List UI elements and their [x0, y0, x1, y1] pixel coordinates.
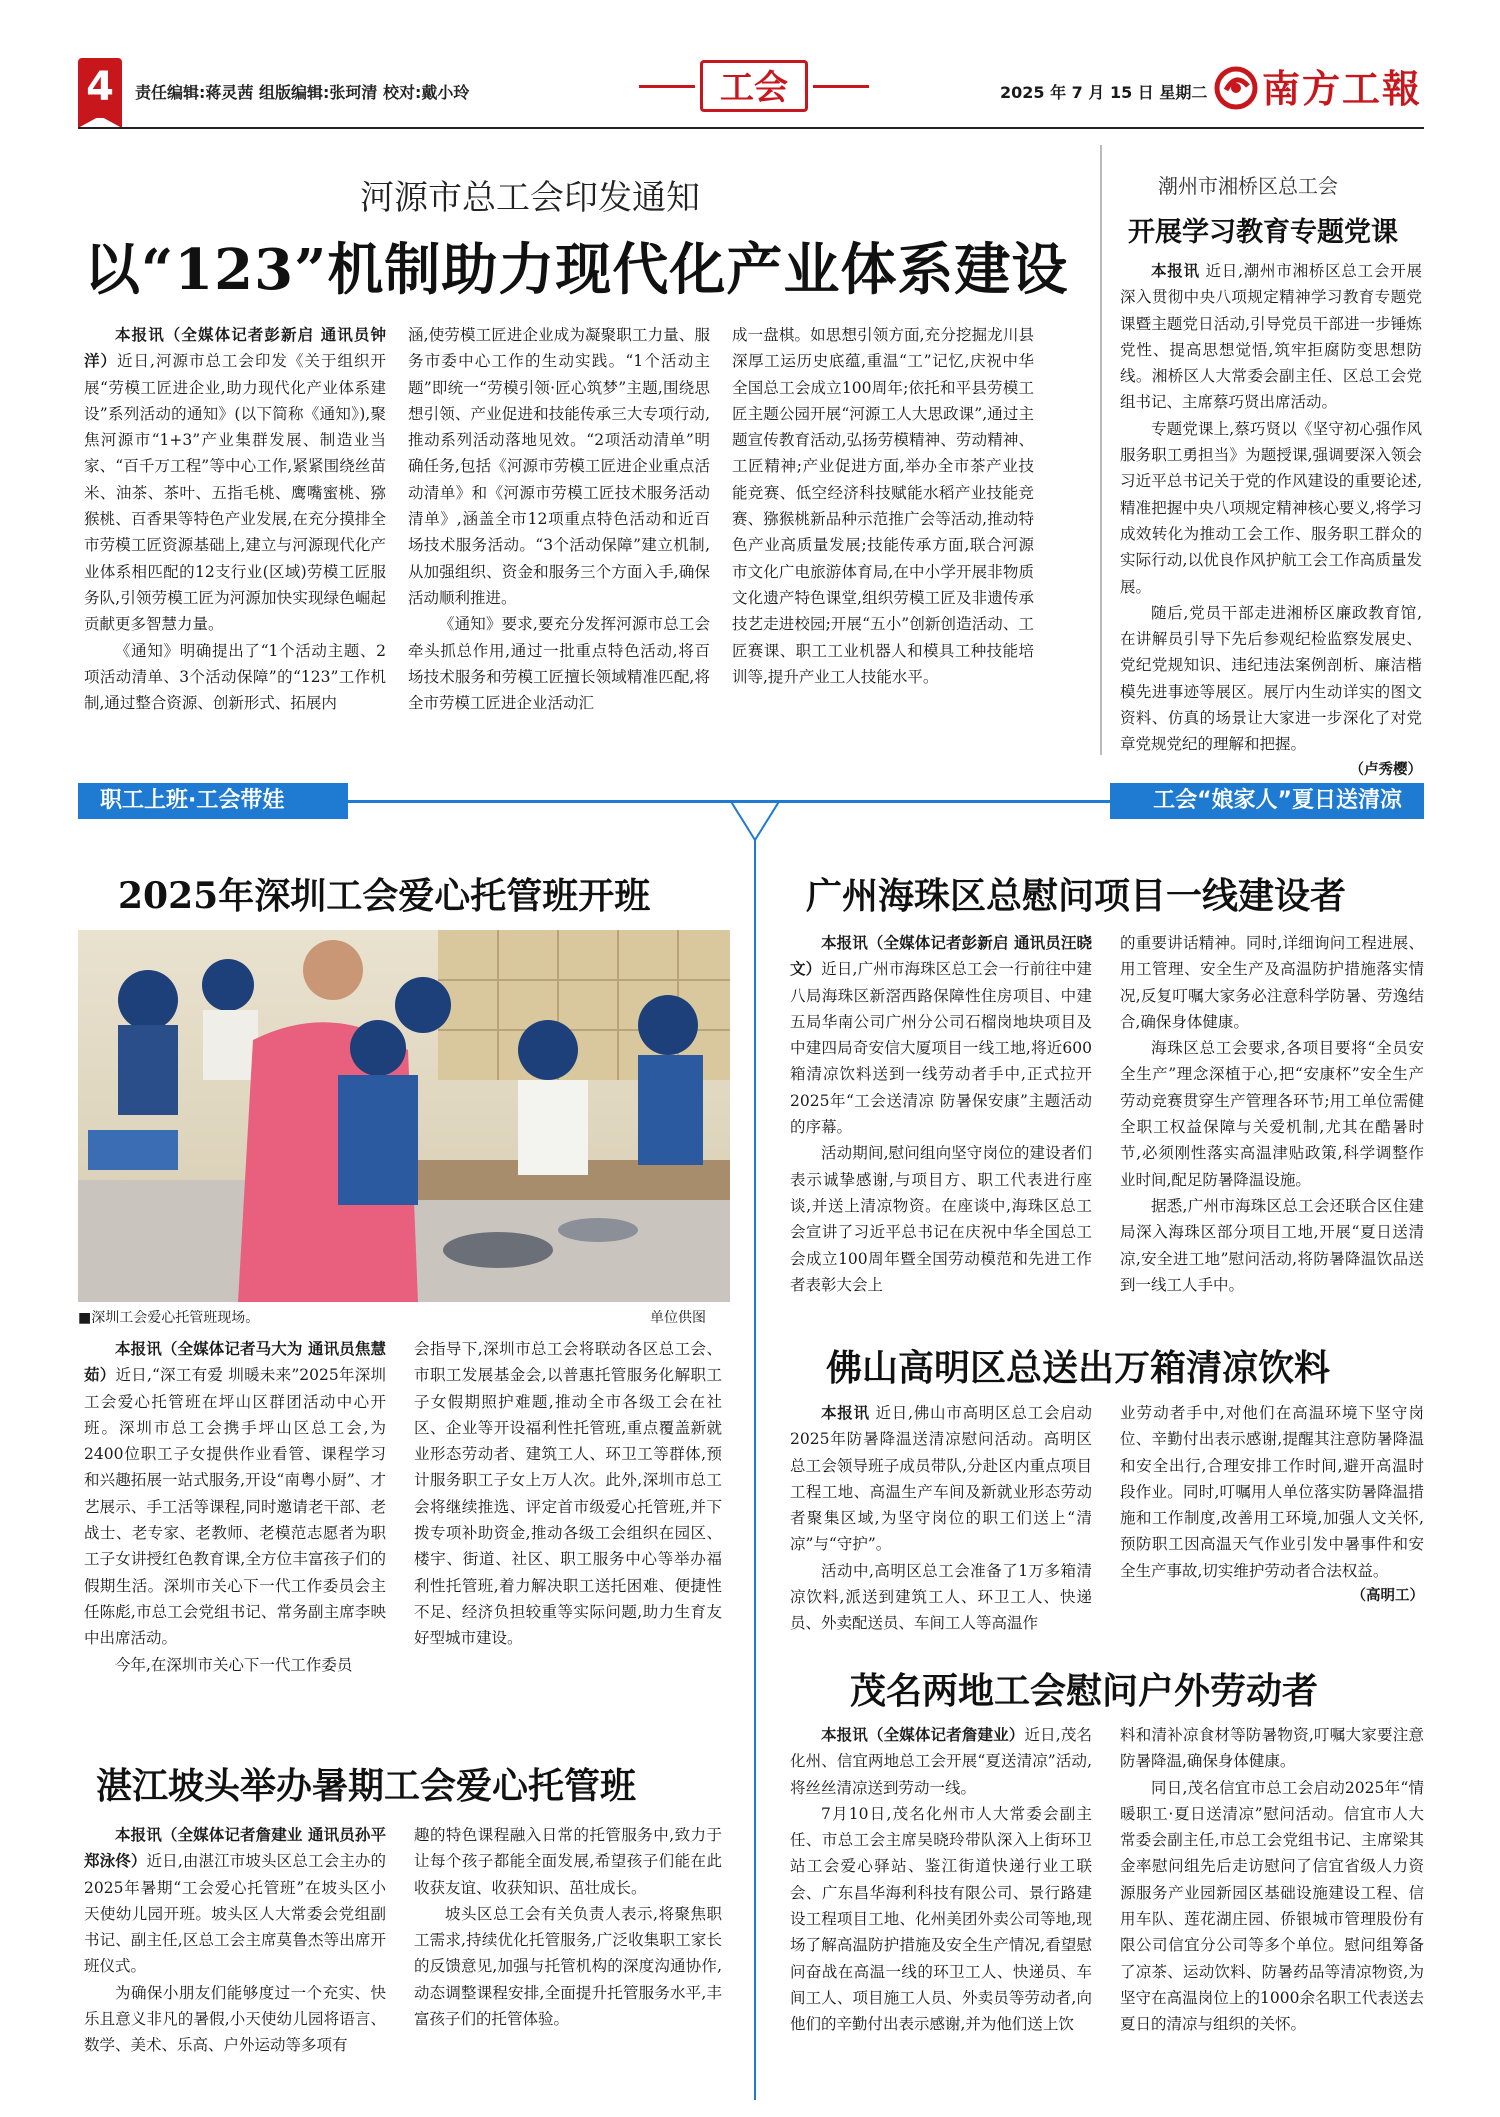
maoming-headline: 茂名两地工会慰问户外劳动者 — [850, 1670, 1319, 1712]
foshan-col1-para2: 活动中,高明区总工会准备了1万多箱清凉饮料,派送到建筑工人、环卫工人、快递员、外卖配送员、车间工人等高温作 — [790, 1561, 1092, 1633]
side-para3: 随后,党员干部走进湘桥区廉政教育馆,在讲解员引导下先后参观纪检监察发展史、党纪党规知识、违纪违法案例剖析、廉洁楷模先进事迹等展区。展厅内生动详实的图文资料、仿真的场景让大家进一步深化了对党章党规党纪的理解和把握。 — [1120, 603, 1422, 754]
side-headline: 开展学习教育专题党课 — [1128, 217, 1398, 248]
guangzhou-headline: 广州海珠区总慰问项目一线建设者 — [806, 875, 1347, 917]
zhanjiang-col-2 — [414, 1822, 722, 2032]
ribbon-right: 工会“娘家人”夏日送清凉 — [1110, 783, 1424, 819]
lead-col1-text: 近日,河源市总工会印发《关于组织开展“劳模工匠进企业,助力现代化产业体系建设”系列活动的通知》(以下简称《通知》),聚焦河源市“1+3”产业集群发展、制造业当家、“百千万工程”等中心工作,紧紧围绕丝苗米、油茶、茶叶、五指毛桃、鹰嘴蜜桃、猕猴桃、百香果等特色产业发展,在充分摸排全市劳模工匠资源基础上,建立与河源现代化产业体系相匹配的12支行业(区域)劳模工匠服务队,引领劳模工匠为河源加快实现绿色崛起贡献更多智慧力量。 — [84, 352, 386, 634]
maoming-col2-text: 料和清补凉食材等防暑物资,叮嘱大家要注意防暑降温,确保身体健康。 — [1120, 1726, 1424, 1771]
editors-line: 责任编辑:蒋灵茜 组版编辑:张珂清 校对:戴小玲 — [135, 83, 470, 102]
lead-col-1 — [84, 322, 386, 716]
newspaper-name: 南方工報 — [1262, 66, 1423, 111]
guangzhou-col-1 — [790, 930, 1092, 1298]
shenzhen-col-1 — [84, 1336, 386, 1678]
maoming-col2-para2: 同日,茂名信宜市总工会启动2025年“情暖职工·夏日送清凉”慰问活动。信宜市人大常委会副主任,市总工会党组书记、主席梁其金率慰问组先后走访慰问了信宜省级人力资源服务产业园新园区基础设施建设工程、信用车队、莲花湖庄园、侨银城市管理股份有限公司信宜分公司等多个单位。慰问组筹备了凉茶、运动饮料、防暑药品等清凉物资,为坚守在高温岗位上的1000余名职工代表送去夏日的清凉与组织的关怀。 — [1120, 1778, 1424, 2034]
side-kicker: 潮州市湘桥区总工会 — [1158, 174, 1338, 198]
lead-byline: 本报讯（全媒体记者彭新启 通讯员钟洋） — [84, 326, 386, 371]
lead-kicker: 河源市总工会印发通知 — [360, 178, 700, 218]
maoming-col1-para2: 7月10日,茂名化州市人大常委会副主任、市总工会主席吴晓玲带队深入上街环卫站工会爱心驿站、鉴江街道快递行业工联会、广东昌华海利科技有限公司、景行路建设工程项目工地、化州美团外卖公司等地,现场了解高温防护措施及安全生产情况,看望慰问奋战在高温一线的环卫工人、快递员、车间工人、项目施工人员、外卖员等劳动者,向他们的辛勤付出表示感谢,并为他们送上饮 — [790, 1804, 1092, 2034]
ribbon-left: 职工上班·工会带娃 — [78, 783, 348, 819]
issue-date: 2025 年 7 月 15 日 星期二 — [1000, 83, 1208, 102]
guangzhou-col2-para2: 海珠区总工会要求,各项目要将“全员安全生产”理念深植于心,把“安康杯”安全生产劳动竞赛贯穿生产管理各环节;用工单位需健全职工权益保障与关爱机制,尤其在酷暑时节,必须刚性落实高温津贴政策,科学调整作业时间,配足防暑降温设施。 — [1120, 1039, 1424, 1189]
side-para2: 专题党课上,蔡巧贤以《坚守初心强作风 服务职工勇担当》为题授课,强调要深入领会习近平总书记关于党的作风建设的重要论述,精准把握中央八项规定精神核心要义,将学习成效转化为推动工会工作、服务职工群众的实际行动,以优良作风护航工会工作高质量发展。 — [1120, 419, 1422, 596]
maoming-col-2 — [1120, 1722, 1424, 2038]
center-divider — [754, 870, 756, 2100]
lead-headline: 以“123”机制助力现代化产业体系建设 — [84, 237, 1069, 303]
foshan-col-2 — [1120, 1400, 1424, 1605]
guangzhou-byline: 本报讯（全媒体记者彭新启 通讯员汪晓文） — [790, 934, 1092, 979]
guangzhou-col2-text: 的重要讲话精神。同时,详细询问工程进展、用工管理、安全生产及高温防护措施落实情况,反复叮嘱大家务必注意科学防暑、劳逸结合,确保身体健康。 — [1120, 934, 1424, 1031]
guangzhou-col2-para3: 据悉,广州市海珠区总工会还联合区住建局深入海珠区部分项目工地,开展“夏日送清凉,安全进工地”慰问活动,将防暑降温饮品送到一线工人手中。 — [1120, 1196, 1424, 1294]
maoming-col1-text: 近日,茂名化州、信宜两地总工会开展“夏送清凉”活动,将丝丝清凉送到劳动一线。 — [790, 1726, 1092, 1797]
foshan-col1-text: 近日,佛山市高明区总工会启动2025年防暑降温送清凉慰问活动。高明区总工会领导班子成员带队,分赴区内重点项目工程工地、高温生产车间及新就业形态劳动者聚集区域,为坚守岗位的职工们送上“清凉”与“守护”。 — [790, 1404, 1092, 1554]
foshan-col2-text: 业劳动者手中,对他们在高温环境下坚守岗位、辛勤付出表示感谢,提醒其注意防暑降温和安全出行,合理安排工作时间,避开高温时段作业。同时,叮嘱用人单位落实防暑降温措施和工作制度,改善用工环境,加强人文关怀,预防职工因高温天气作业引发中暑事件和安全生产事故,切实维护劳动者合法权益。 — [1120, 1404, 1424, 1580]
shenzhen-headline: 2025年深圳工会爱心托管班开班 — [118, 875, 651, 917]
side-text: 近日,潮州市湘桥区总工会开展深入贯彻中央八项规定精神学习教育专题党课暨主题党日活动,引导党员干部进一步锤炼党性、提高思想觉悟,筑牢拒腐防变思想防线。湘桥区人大常委会副主任、区总工会党组书记、主席蔡巧贤出席活动。 — [1120, 262, 1422, 412]
lead-col3-text: 成一盘棋。如思想引领方面,充分挖掘龙川县深厚工运历史底蕴,重温“工”记忆,庆祝中华全国总工会成立100周年;依托和平县劳模工匠主题公园开展“河源工人大思政课”,通过主题宣传教育活动,弘扬劳模精神、劳动精神、工匠精神;产业促进方面,举办全市茶产业技能竞赛、低空经济科技赋能水稻产业技能竞赛、猕猴桃新品种示范推广会等活动,推动特色产业高质量发展;技能传承方面,联合河源市文化广电旅游体育局,在中小学开展非物质文化遗产特色课堂,组织劳模工匠及非遗传承技艺走进校园;开展“五小”创新创造活动、工匠赛课、职工工业机器人和模具工种技能培训等,提升产业工人技能水平。 — [732, 326, 1034, 686]
foshan-col-1 — [790, 1400, 1092, 1637]
page-number: 4 — [78, 58, 122, 118]
shenzhen-col1-para2: 今年,在深圳市关心下一代工作委员 — [115, 1655, 353, 1674]
side-byline: 本报讯 — [1151, 262, 1200, 280]
zhanjiang-byline: 本报讯（全媒体记者詹建业 通讯员孙平 郑泳佟） — [84, 1826, 386, 1871]
shenzhen-photo — [78, 930, 730, 1302]
lead-col1-para2: 《通知》明确提出了“1个活动主题、2项活动清单、3个活动保障”的“123”工作机制,通过整合资源、创新形式、拓展内 — [84, 641, 386, 713]
zhanjiang-col2-text: 趣的特色课程融入日常的托管服务中,致力于让每个孩子都能全面发展,希望孩子们能在此收获友谊、收获知识、茁壮成长。 — [414, 1826, 722, 1897]
guangzhou-col1-para2: 活动期间,慰问组向坚守岗位的建设者们表示诚挚感谢,与项目方、职工代表进行座谈,并送上清凉物资。在座谈中,海珠区总工会宣讲了习近平总书记在庆祝中华全国总工会成立100周年暨全国劳动模范和先进工作者表彰大会上 — [790, 1144, 1092, 1294]
zhanjiang-col-1 — [84, 1822, 386, 2059]
masthead-rule — [78, 127, 1424, 129]
lead-col2-text: 涵,使劳模工匠进企业成为凝聚职工力量、服务市委中心工作的生动实践。“1个活动主题”即统一“劳模引领·匠心筑梦”主题,围绕思想引领、产业促进和技能传承三大专项行动,推动系列活动落地见效。“2项活动清单”明确任务,包括《河源市劳模工匠进企业重点活动清单》和《河源市劳模工匠技术服务活动清单》,涵盖全市12项重点特色活动和近百场技术服务活动。“3个活动保障”建立机制,从加强组织、资金和服务三个方面入手,确保活动顺利推进。 — [408, 326, 710, 607]
newspaper-logo-icon — [1212, 60, 1262, 112]
maoming-byline: 本报讯（全媒体记者詹建业） — [821, 1726, 1025, 1744]
guangzhou-col-2 — [1120, 930, 1424, 1298]
shenzhen-photo-caption: ■深圳工会爱心托管班现场。 — [78, 1310, 260, 1326]
zhanjiang-headline: 湛江坡头举办暑期工会爱心托管班 — [96, 1765, 637, 1807]
section-label: 工会 — [700, 60, 808, 112]
shenzhen-col-2 — [414, 1336, 722, 1652]
guangzhou-col1-text: 近日,广州市海珠区总工会一行前往中建八局海珠区新滘西路保障性住房项目、中建五局华南公司广州分公司石榴岗地块项目及中建四局奇安信大厦项目一线工地,将近600箱清凉饮料送到一线劳动者手中,正式拉开2025年“工会送清凉 防暑保安康”主题活动的序幕。 — [790, 960, 1092, 1137]
shenzhen-col1-text: 近日,“深工有爱 圳暖未来”2025年深圳工会爱心托管班在坪山区群团活动中心开班。深圳市总工会携手坪山区总工会,为2400位职工子女提供作业看管、课程学习和兴趣拓展一站式服务,开设“南粤小厨”、才艺展示、手工活等课程,同时邀请老干部、老战士、老专家、老教师、老模范志愿者为职工子女讲授红色教育课,全方位丰富孩子们的假期生活。深圳市关心下一代工作委员会主任陈彪,市总工会党组书记、常务副主席李映中出席活动。 — [84, 1366, 386, 1648]
foshan-headline: 佛山高明区总送出万箱清凉饮料 — [826, 1347, 1331, 1389]
shenzhen-col2-text: 会指导下,深圳市总工会将联动各区总工会、市职工发展基金会,以普惠托管服务化解职工子女假期照护难题,推动全市各级工会在社区、企业等开设福利性托管班,重点覆盖新就业形态劳动者、建筑工人、环卫工等群体,预计服务职工子女上万人次。此外,深圳市总工会将继续推选、评定首市级爱心托管班,并下拨专项补助资金,推动各级工会组织在园区、楼宇、街道、社区、职工服务中心等举办福利性托管班,着力解决职工送托困难、便捷性不足、经济负担较重等实际问题,助力生育友好型城市建设。 — [414, 1340, 722, 1648]
foshan-byline: 本报讯 — [821, 1404, 870, 1422]
foshan-author: （高明工） — [1351, 1588, 1424, 1605]
shenzhen-byline: 本报讯（全媒体记者马大为 通讯员焦慧茹） — [84, 1340, 386, 1385]
maoming-col-1 — [790, 1722, 1092, 2038]
zhanjiang-col1-text: 近日,由湛江市坡头区总工会主办的2025年暑期“工会爱心托管班”在坡头区小天使幼儿园开班。坡头区人大常委会党组副书记、副主任,区总工会主席莫鲁杰等出席开班仪式。 — [84, 1852, 386, 1976]
side-body — [1120, 258, 1422, 779]
column-divider — [1100, 145, 1102, 755]
shenzhen-photo-credit: 单位供图 — [650, 1310, 706, 1326]
zhanjiang-col1-para2: 为确保小朋友们能够度过一个充实、快乐且意义非凡的暑假,小天使幼儿园将语言、数学、美术、乐高、户外运动等多项有 — [84, 1983, 386, 2055]
divider-chevron — [730, 800, 780, 870]
lead-col-3 — [732, 322, 1034, 690]
zhanjiang-col2-para2: 坡头区总工会有关负责人表示,将聚焦职工需求,持续优化托管服务,广泛收集职工家长的反馈意见,加强与托管机构的深度沟通协作,动态调整课程安排,全面提升托管服务水平,丰富孩子们的托管体验。 — [414, 1904, 722, 2029]
lead-col2-para2: 《通知》要求,要充分发挥河源市总工会牵头抓总作用,通过一批重点特色活动,将百场技术服务和劳模工匠擅长领域精准匹配,将全市劳模工匠进企业活动汇 — [408, 615, 710, 713]
lead-col-2 — [408, 322, 710, 716]
side-author: （卢秀樱） — [1349, 761, 1422, 778]
